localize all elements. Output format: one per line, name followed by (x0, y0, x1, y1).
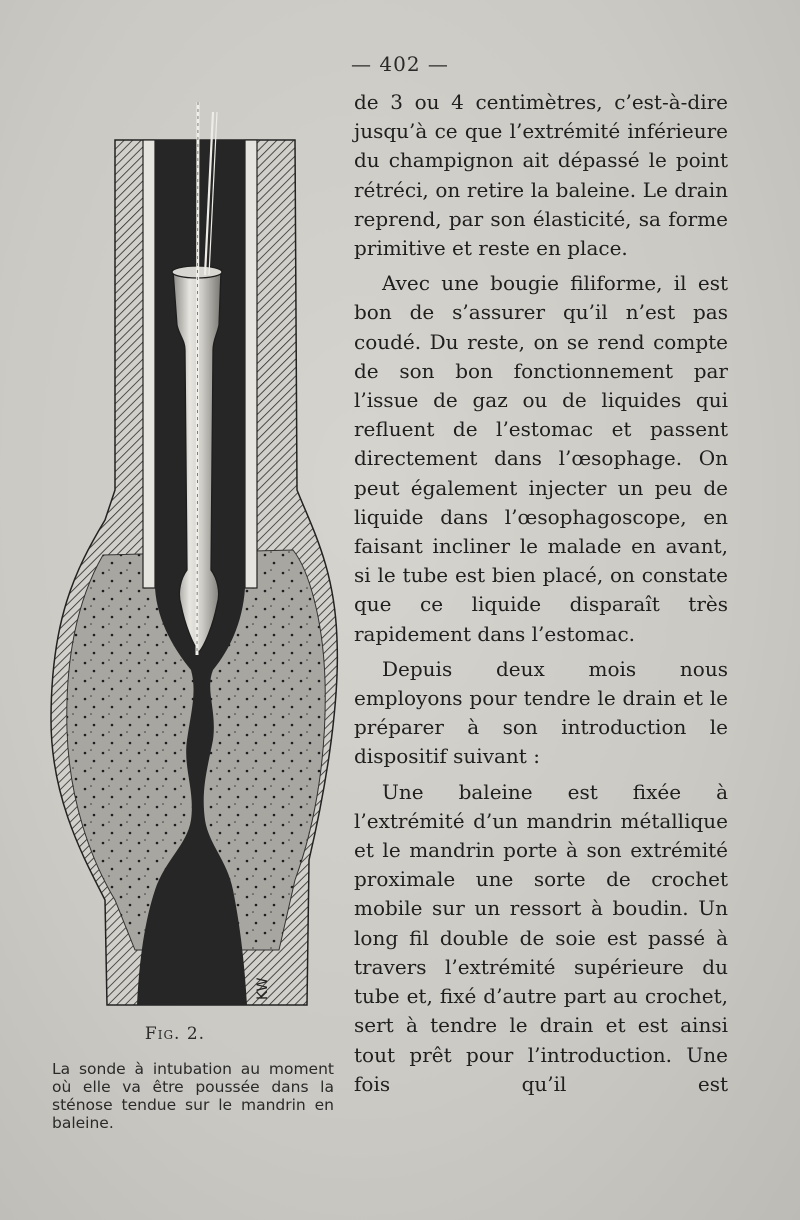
paragraph-2: Avec une bougie filiforme, il est bon de s’assurer qu’il n’est pas coudé. Du reste, on se rend compte de son bon fonctionnement par l’issue de gaz ou de liquides qui refluent de l’estomac et passent directement dans l’œsophage. On peut également injecter un peu de liquide dans l’œsophagoscope, en faisant incliner le malade en avant, si le tube est bien placé, on constate que ce liquide disparaît très rapidement dans l’estomac. (354, 271, 728, 646)
oesophagoscope-right-wall (245, 140, 257, 588)
paragraph-1: de 3 ou 4 centimètres, c’est-à-dire jusqu’à ce que l’extrémité inférieure du champignon ait dépassé le point rétréci, on retire la baleine. Le drain reprend, par son élasticité, sa forme primitive et reste en place. (354, 90, 728, 261)
figure-label: Fig. 2. (144, 1024, 206, 1044)
illustrator-signature: KW (255, 977, 271, 1000)
oesophagoscope-left-wall (143, 140, 155, 588)
body-text (354, 88, 728, 1105)
figure-caption: La sonde à intubation au moment où elle va être poussée dans la sténose tendue sur le mandrin en baleine. (52, 1060, 334, 1132)
stenosis-intubation-drawing (45, 100, 345, 1020)
paragraph-3: Depuis deux mois nous employons pour tendre le drain et le préparer à son introduction le dispositif suivant : (354, 656, 728, 769)
figure-illustration (45, 100, 345, 1020)
page-number: — 402 — (351, 52, 449, 76)
paragraph-4: Une baleine est fixée à l’extrémité d’un mandrin métallique et le mandrin porte à son extrémité proximale une sorte de crochet mobile sur un ressort à boudin. Un long fil double de soie est passé à travers l’extrémité supérieure du tube et, fixé d’autre part au crochet, sert à tendre le drain et est ainsi tout prêt pour l’introduction. Une fois qu’il est (354, 779, 728, 1096)
